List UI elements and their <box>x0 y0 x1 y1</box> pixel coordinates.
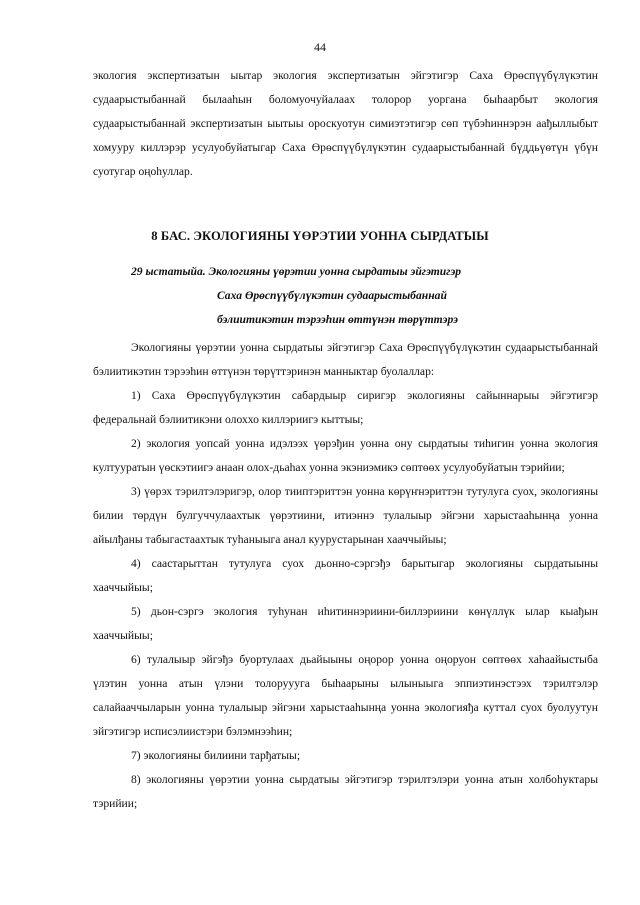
list-item-6: 6) тулалыыр эйгэђэ буортулаах дьайыыны оңорор уонна оңоруон сөптөөх хаһаайыстыба үлэтин уонна атын үлэни толоруууга быһаарыны ылыныыга эппиэтинэстээх тэрилтэлэр салайааччыларын уонна тулалыыр эйгэни харыстааһынңа уонна экологияђа куттал суох буолуутун эйгэтигэр исписэлиистэри бэлэмнээһин; <box>93 653 598 738</box>
article-lead-paragraph: Экологияны үөрэтии уонна сырдатыы эйгэтигэр Саха Өрөспүүбүлүкэтин судаарыстыбаннай бэлиитикэтин тэрээһин өттүнэн төрүттэринэн манныктар буолаллар: <box>93 341 598 378</box>
chapter-title: 8 БАС. ЭКОЛОГИЯНЫ ҮӨРЭТИИ УОННА СЫРДАТЫЫ <box>151 229 489 243</box>
intro-block <box>93 64 598 184</box>
article-heading-line-2: Саха Өрөспүүбүлүкэтин судаарыстыбаннай <box>217 289 447 302</box>
list-item-7: 7) экологияны билиини тарђатыы; <box>131 749 301 762</box>
intro-paragraph: экология экспертизатын ыытар экология экспертизатын эйгэтигэр Саха Өрөспүүбүлүкэтин судаарыстыбаннай былааһын боломуочуйалаах толорор уорганa быһаарбыт экология судаарыстыбаннай экспертизатын ыытыы ороскуотун симиэтэтигэр сөп түбэһиннэрэн аађыллыбыт хомуурy киллэрэр усулуобуйатыгар Саха Өрөспүүбүлүкэтин судаарыстыбаннай бүддьүөтүн үбүн суотугар оңоһуллар. <box>93 69 598 178</box>
article-body <box>93 336 598 816</box>
list-item-3: 3) үөрэх тэрилтэлэригэр, олор тииптэриттэн уонна көрүҥнэриттэн тутулуга суох, экологияны билии төрдүн булгуччулаахтык үөрэтиини, итиэннэ тулалыыр эйгэни харыстааһынңа уонна айылђаны табыгастаахтык туһаныыга анал куурустарынан хааччыйыы; <box>93 485 598 546</box>
list-item-4: 4) сааcтарыттан тутулуга суох дьоннo-сэргэђэ барытыгар экологияны сырдатыыны хааччыйыы; <box>93 557 598 594</box>
list-item-5: 5) дьон-сэргэ экология туһунан иһитиннэриини-биллэриини көнүллүк ылар кыађын хааччыйыы; <box>93 605 598 642</box>
list-item-1: 1) Саха Өрөспүүбүлүкэтин сабардыыр сиригэр экологияны сайыннарыы эйгэтигэр федеральнай бэлиитикэни олоххо киллэриигэ кыттыы; <box>93 389 598 426</box>
page-number: 44 <box>314 40 326 54</box>
article-heading-line-1: 29 ыстатыйа. Экологияны үөрэтии уонна сырдатыы эйгэтигэр <box>131 265 462 278</box>
list-item-8: 8) экологияны үөрэтии уонна сырдатыы эйгэтигэр тэрилтэлэри уонна атын холбоһуктары тэрийии; <box>93 773 598 810</box>
list-item-2: 2) экология уопсай уонна идэлээх үөрэђин уонна ону сырдатыы тиһигин уонна экология култууратын үөскэтиигэ анаан олох-дьаһах уонна экэниэмикэ сөптөөх усулуобуйатын тэрийии; <box>93 437 598 474</box>
article-heading-line-3: бэлиитикэтин тэрээһин өттүнэн төрүттэрэ <box>217 313 458 326</box>
article-heading <box>131 260 611 332</box>
